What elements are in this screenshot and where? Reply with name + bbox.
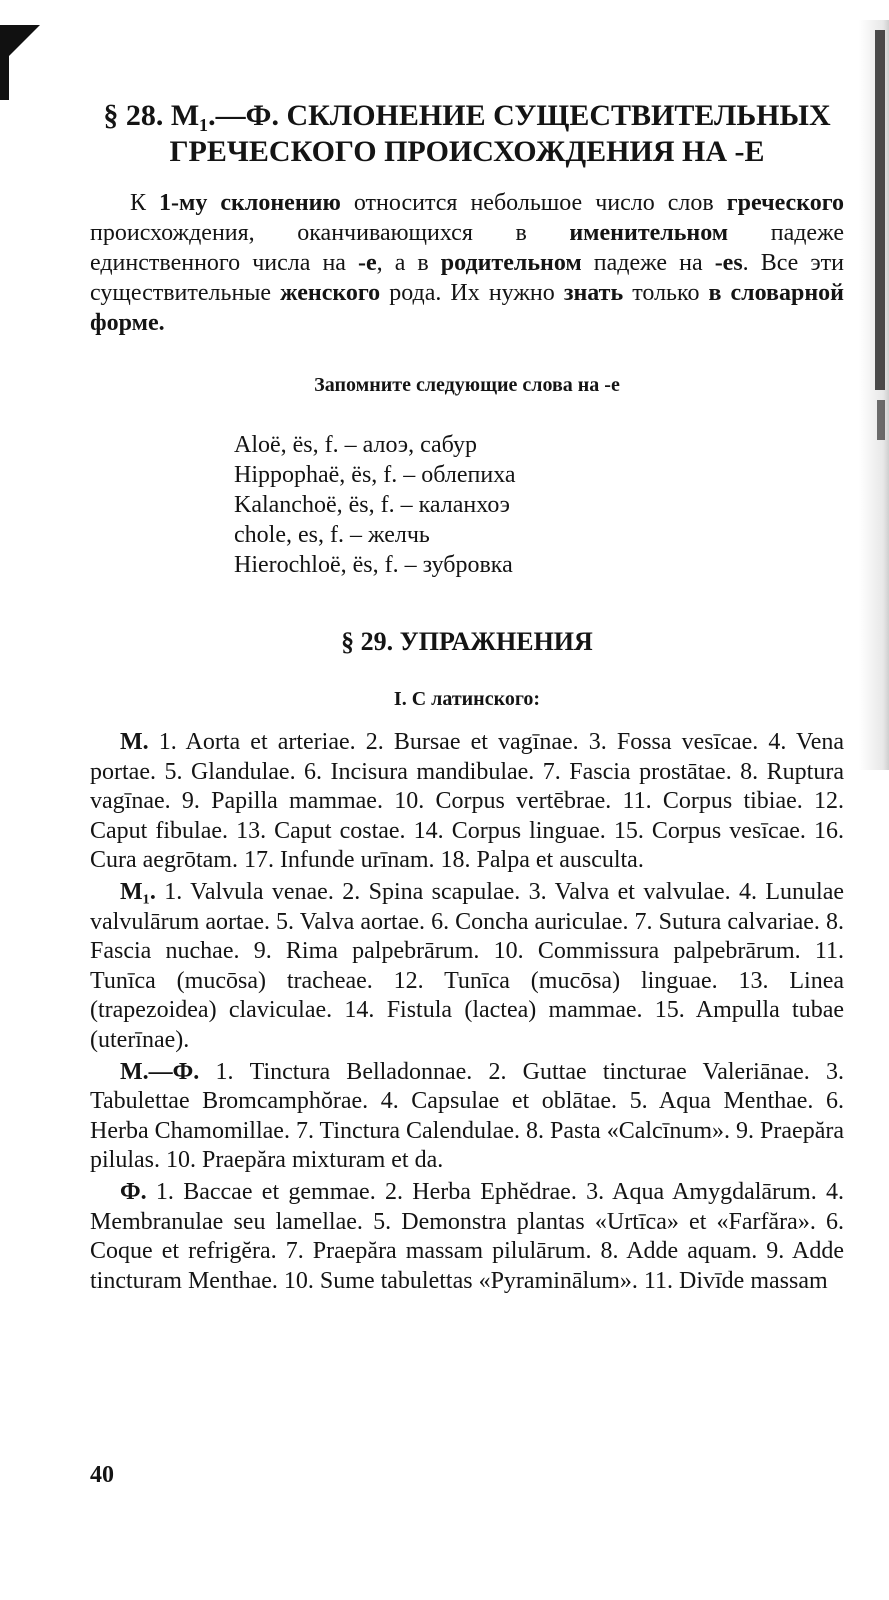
exercise-group-label: M₁. [120,878,156,905]
word-list-item: chole, es, f. – желчь [234,522,430,548]
exercise-group-text: 1. Aorta et arteriae. 2. Bursae et vagīnae. 3. Fossa vesīcae. 4. Vena portae. 5. Glandulae. 6. Incisura mandibulae. 7. Fascia prostātae. 8. Ruptura vagīnae. 9. Papilla mammae. 10. Corpus vertēbrae. 11. Corpus tibiae. 12. Caput fibulae. 13. Caput costae. 14. Corpus linguae. 15. Corpus vesīcae. 16. Cura aegrōtam. 17. Infunde urīnam. 18. Palpa et ausculta. [90,729,844,874]
exercise-group-label: M.—Ф. [120,1058,200,1085]
section-28-title-line-2: ГРЕЧЕСКОГО ПРОИСХОЖДЕНИЯ НА -Е [169,135,765,168]
exercise-group-f [90,1178,844,1296]
page-number: 40 [90,1462,114,1488]
exercise-group-text: 1. Baccae et gemmae. 2. Herba Ephĕdrae. 3. Aqua Amygdalārum. 4. Membranulae seu lamellae. 5. Demonstra plantas «Urtīca» et «Farfăra». 6. Coque et refrigĕra. 7. Praepăra massam pilulārum. 8. Adde aquam. 9. Adde tincturam Menthae. 10. Sume tabulettas «Pyraminālum». 11. Divīde massam [90,1178,844,1294]
section-28-title-line-1: § 28. M₁.—Ф. СКЛОНЕНИЕ СУЩЕСТВИТЕЛЬНЫХ [103,99,831,132]
exercise-group-text: 1. Valvula venae. 2. Spina scapulae. 3. Valva et valvulae. 4. Lunulae valvulārum aortae. 5. Valva aortae. 6. Concha auriculae. 7. Sutura calvariae. 8. Fascia nuchae. 9. Rima palpebrārum. 10. Commissura palpebrārum. 11. Tunīca (mucōsa) tracheae. 12. Tunīca (mucōsa) linguae. 13. Linea (trapezoidea) claviculae. 14. Fistula (lactea) mammae. 15. Ampulla tubae (uterīnae). [90,878,844,1053]
exercise-group-m1 [90,878,844,1056]
scan-corner-edge [0,25,9,100]
exercise-group-text: 1. Tinctura Belladonnae. 2. Guttae tincturae Valeriānae. 3. Tabulettae Bromcamphŏrae. 4. Capsulae et oblātae. 5. Aqua Menthae. 6. Herba Chamomillae. 7. Tinctura Calendulae. 8. Pasta «Calcīnum». 9. Praepăra pilulas. 10. Praepăra mixturam et da. [90,1058,844,1174]
exercise-subtitle: I. С латинского: [393,688,541,710]
book-page [90,0,844,1600]
word-list-item: Aloë, ës, f. – алоэ, сабур [234,432,477,458]
word-list-item: Kalanchoë, ës, f. – каланхоэ [234,492,510,518]
exercise-body [90,728,844,1298]
word-list [234,430,516,580]
exercise-group-m [90,728,844,876]
word-list-item: Hippophaë, ës, f. – облепиха [234,462,516,488]
exercise-group-label: M. [120,729,149,755]
section-29-title: § 29. УПРАЖНЕНИЯ [341,627,593,656]
exercise-group-m-f [90,1058,844,1176]
exercise-group-label: Ф. [120,1178,147,1205]
memorize-heading: Запомните следующие слова на -е [314,374,620,396]
section-28-intro-paragraph: К 1-му склонению относится небольшое число слов греческого происхождения, оканчивающихся в именительном падеже единственного числа на -е, а в родительном падеже на -es. Все эти существительные женского рода. Их нужно знать только в словарной форме. [90,190,845,336]
scan-binding-edge [859,20,889,770]
word-list-item: Hierochloë, ës, f. – зубровка [234,552,513,578]
